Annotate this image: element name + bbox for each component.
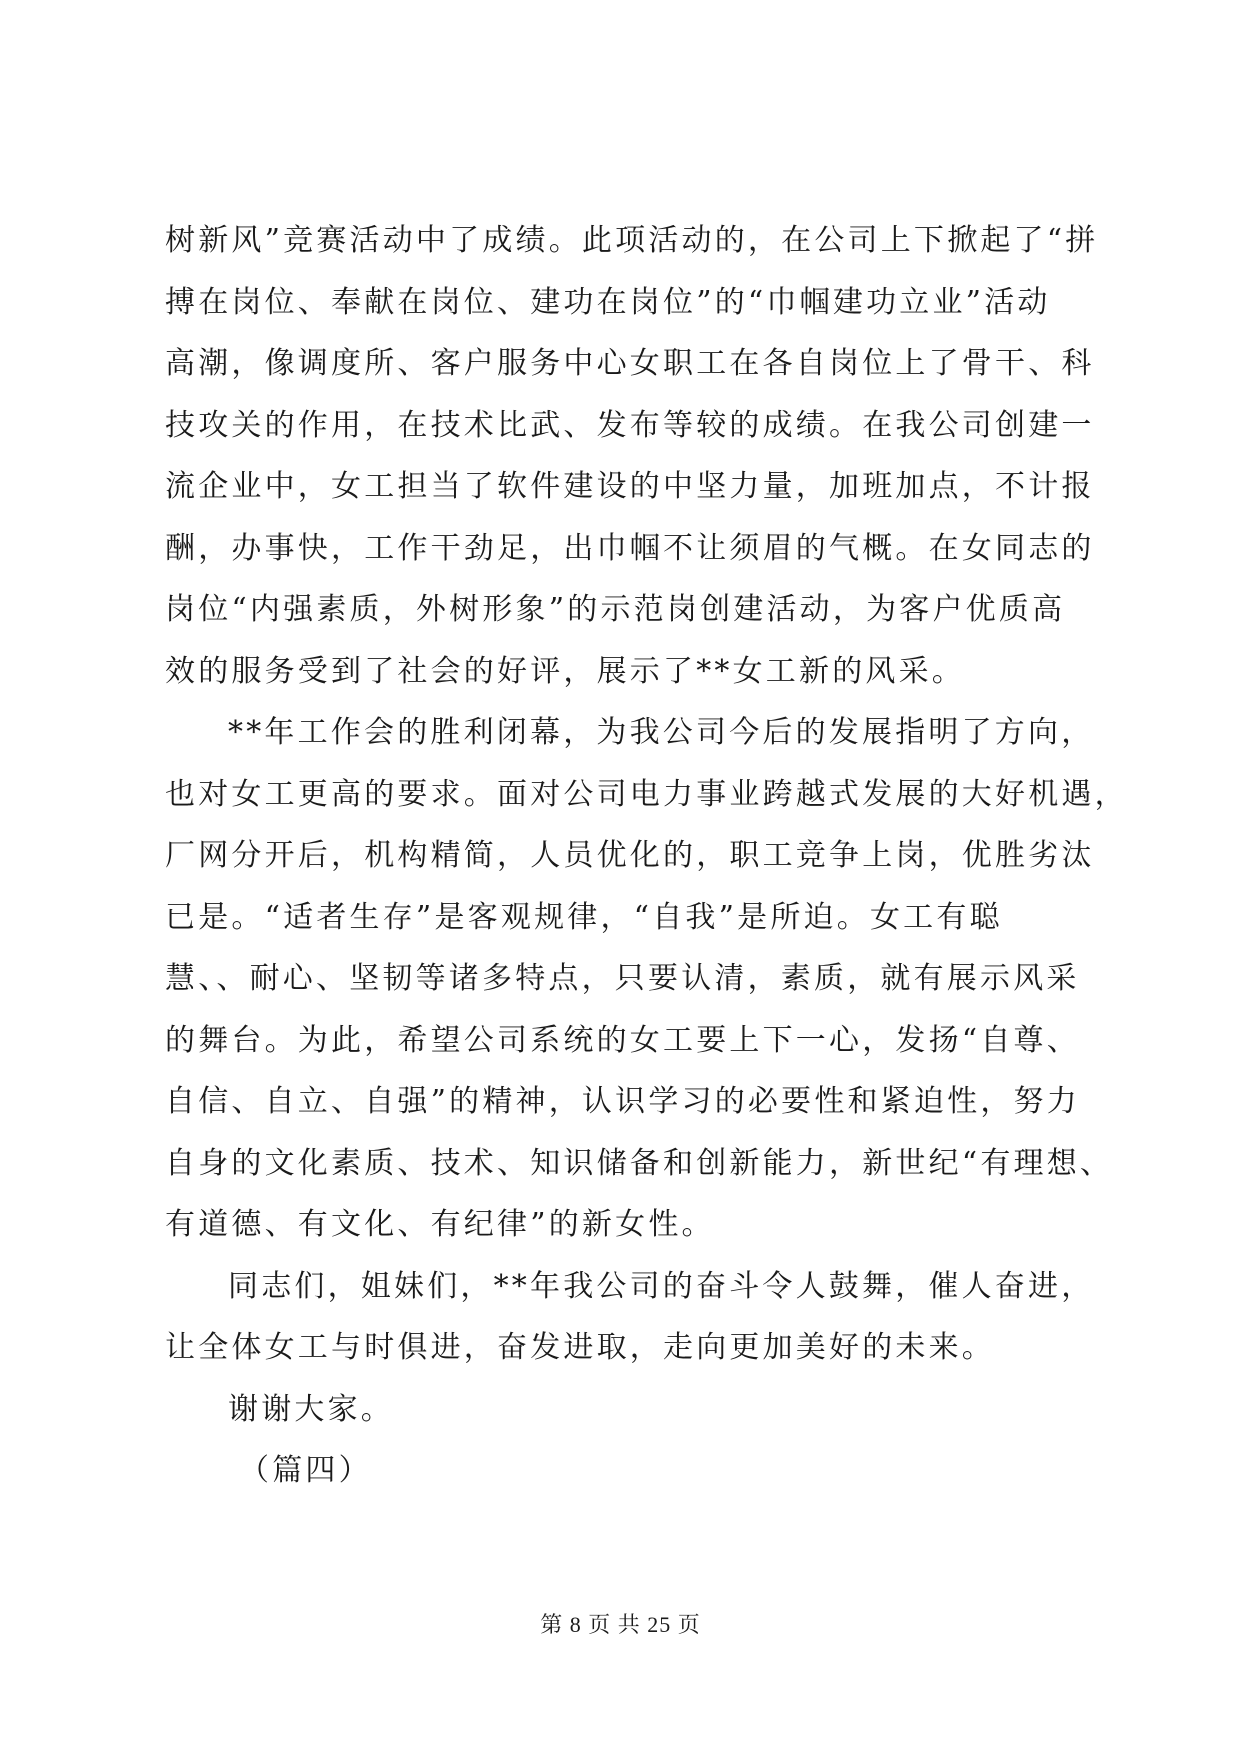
section-heading: （篇四） [239,1453,372,1488]
text-line-7: 岗位“内强素质，外树形象”的示范岗创建活动，为客户优质高 [165,592,1066,627]
page-number-footer: 第 8 页 共 25 页 [540,1612,701,1637]
text-line-8: 效的服务受到了社会的好评，展示了**女工新的风采。 [165,653,965,689]
text-line-12: 已是。“适者生存”是客观规律，“自我”是所迫。女工有聪 [165,899,1003,935]
text-line-5: 流企业中，女工担当了软件建设的中坚力量，加班加点，不计报 [165,469,1095,504]
text-line-4: 技攻关的作用，在技术比武、发布等较的成绩。在我公司创建一 [165,407,1095,443]
text-line-13: 慧、、耐心、坚韧等诸多特点，只要认清，素质，就有展示风采 [165,961,1080,996]
text-line-18: 同志们，姐妹们，**年我公司的奋斗令人鼓舞，催人奋进， [228,1268,1095,1304]
text-line-11: 厂网分开后，机构精简，人员优化的，职工竞争上岗，优胜劣汰 [165,838,1095,873]
text-line-9: **年工作会的胜利闭幕，为我公司今后的发展指明了方向， [228,715,1095,750]
text-line-14: 的舞台。为此，希望公司系统的女工要上下一心，发扬“自尊、 [165,1022,1080,1058]
text-line-10: 也对女工更高的要求。面对公司电力事业跨越式发展的大好机遇， [165,776,1128,812]
text-line-1: 树新风”竞赛活动中了成绩。此项活动的，在公司上下掀起了“拼 [165,223,1099,258]
document-body [165,210,1128,1502]
text-line-16: 自身的文化素质、技术、知识储备和创新能力，新世纪“有理想、 [165,1145,1114,1181]
text-line-20: 谢谢大家。 [228,1391,394,1427]
text-line-3: 高潮，像调度所、客户服务中心女职工在各自岗位上了骨干、科 [165,346,1095,381]
text-line-19: 让全体女工与时俱进，奋发进取，走向更加美好的未来。 [165,1330,995,1365]
text-line-17: 有道德、有文化、有纪律”的新女性。 [165,1207,715,1242]
text-line-15: 自信、自立、自强”的精神，认识学习的必要性和紧迫性，努力 [165,1084,1080,1119]
text-line-2: 搏在岗位、奉献在岗位、建功在岗位”的“巾帼建功立业”活动 [165,284,1051,320]
text-line-6: 酬，办事快，工作干劲足，出巾帼不让须眉的气概。在女同志的 [165,530,1095,566]
